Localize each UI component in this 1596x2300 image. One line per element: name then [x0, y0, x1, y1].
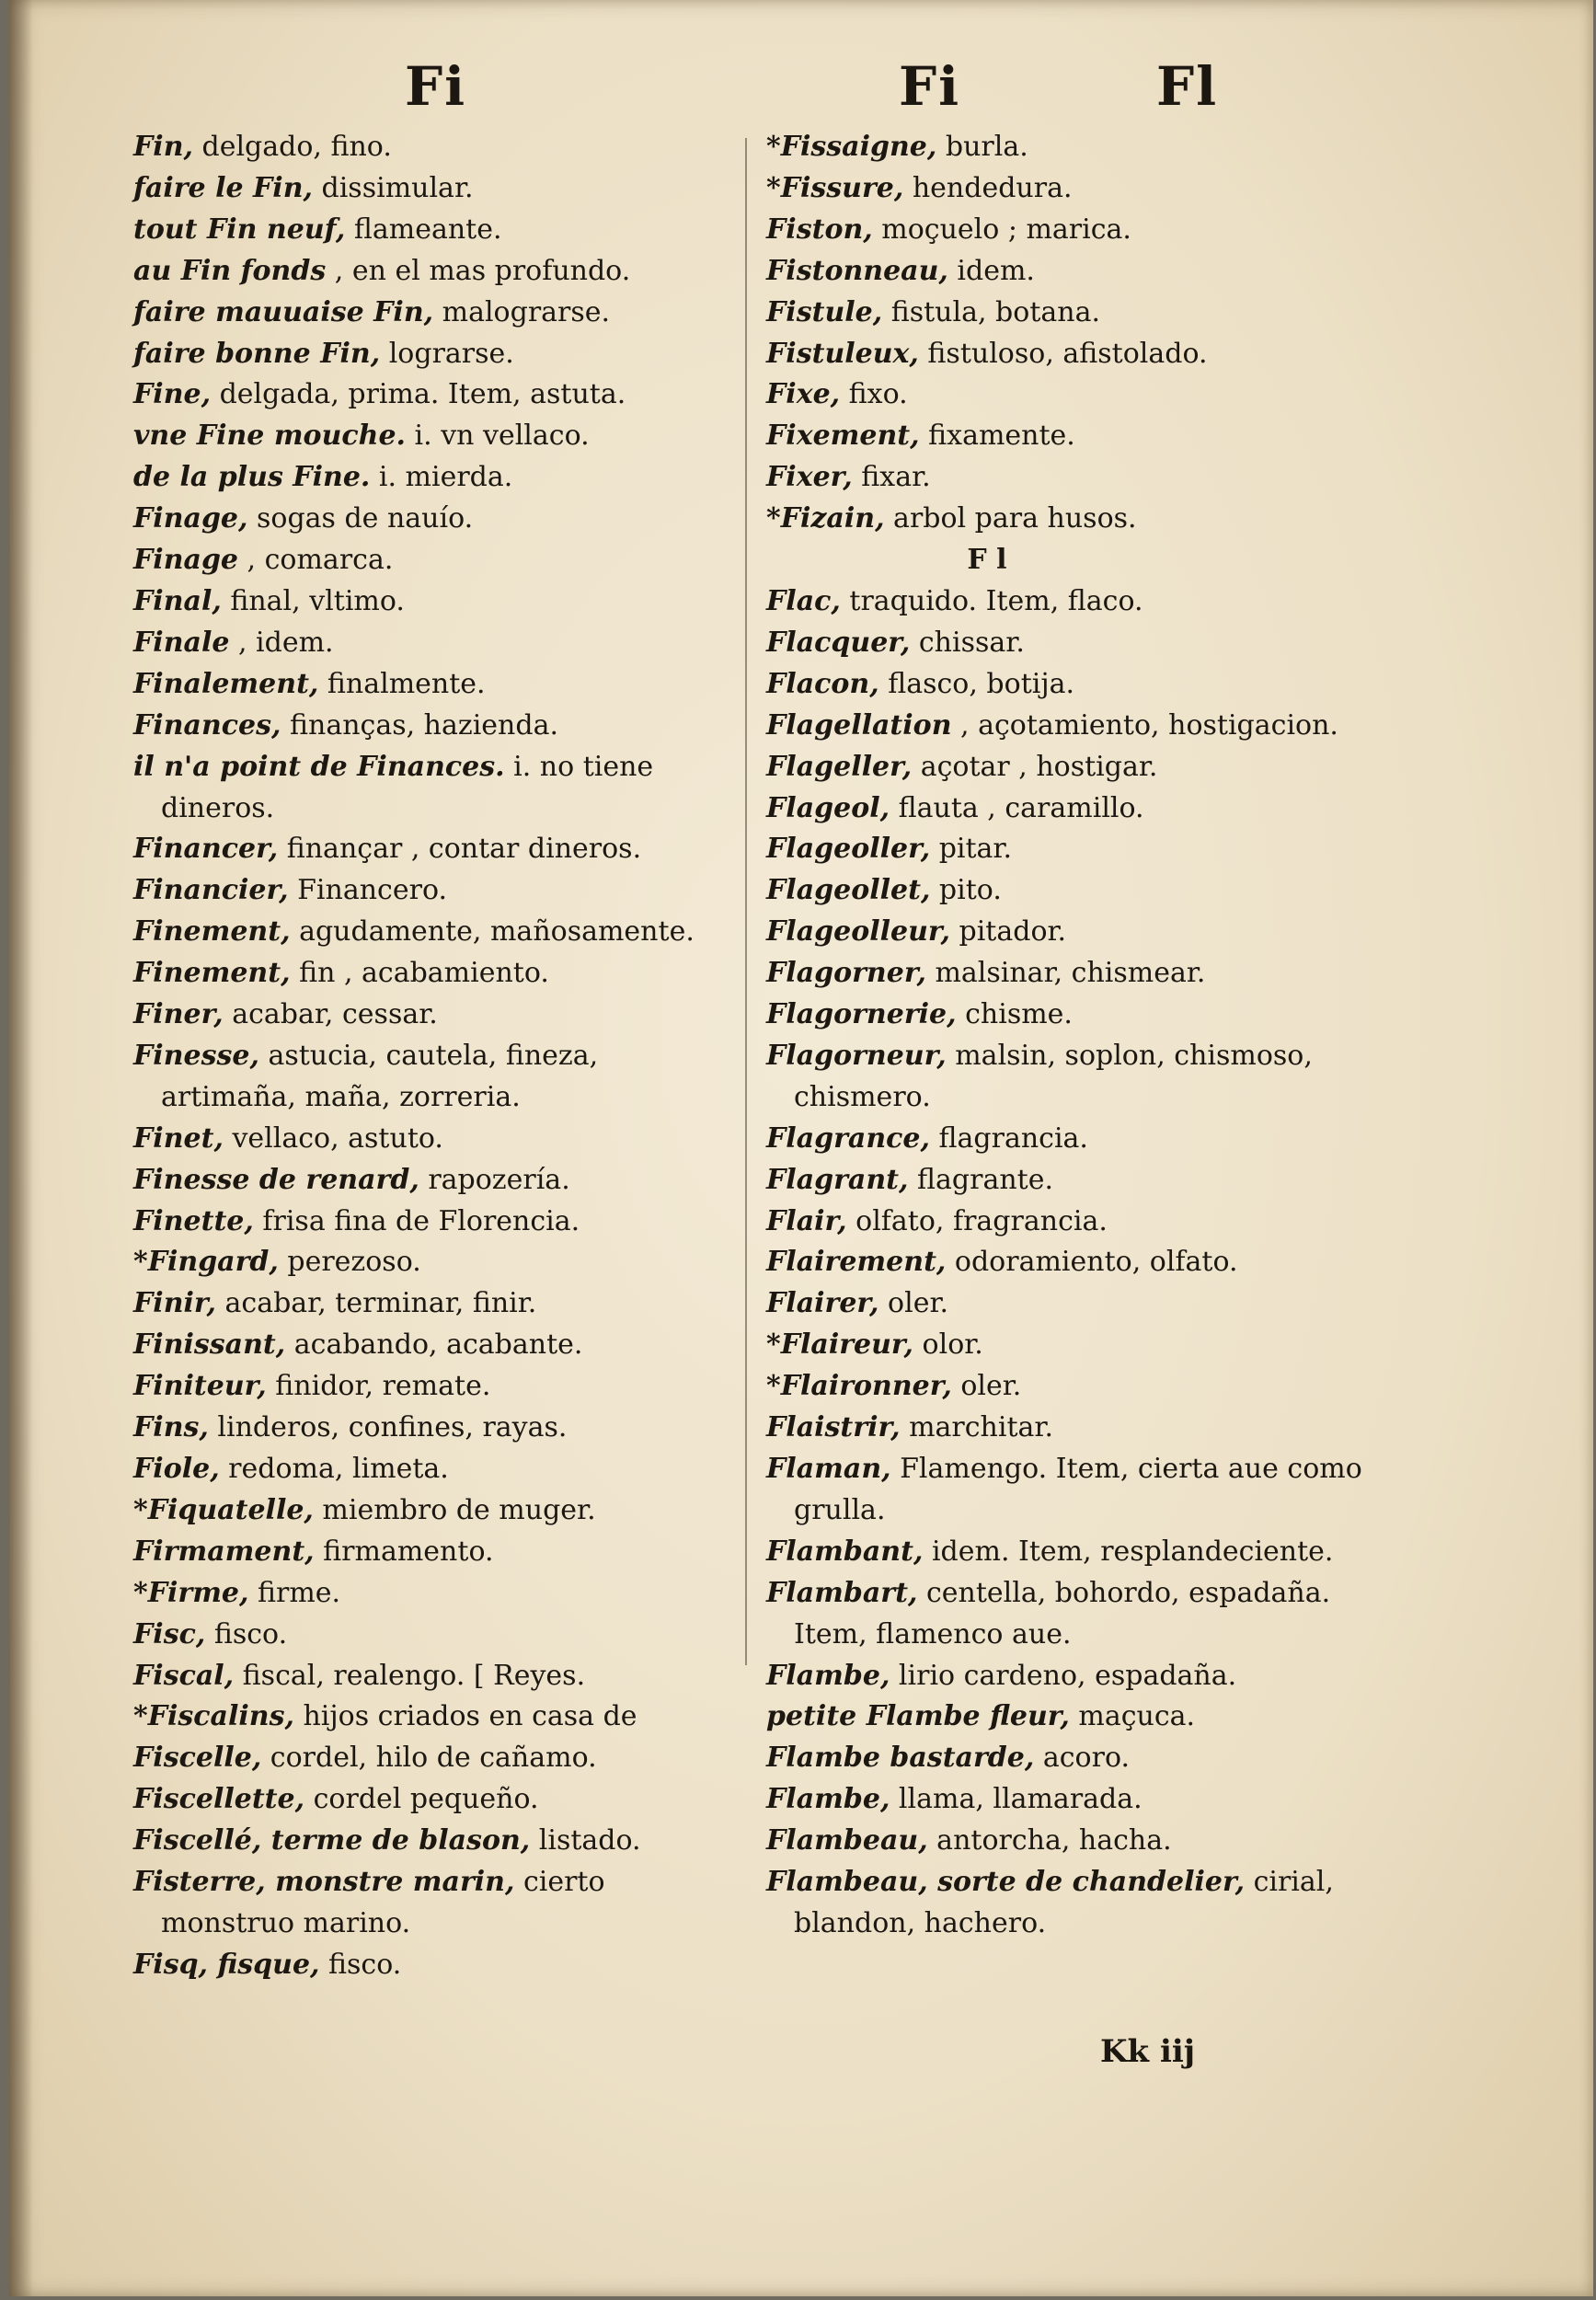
- entry-headword: *Fingard,: [133, 1246, 279, 1279]
- entry-headword: Flagrance,: [766, 1121, 930, 1155]
- entry-headword: Fixe,: [766, 378, 841, 411]
- entry-definition: finidor, remate.: [266, 1370, 491, 1403]
- entry-headword: Finissant,: [133, 1328, 286, 1362]
- entry-definition: centella, bohordo, espadaña. Item, flamenco aue.: [794, 1576, 1331, 1650]
- entry-headword: Fistule,: [766, 295, 883, 328]
- entry-headword: Flagellation: [766, 708, 952, 742]
- entry-definition: flameante.: [345, 213, 502, 246]
- dictionary-entry: [133, 334, 741, 375]
- entry-definition: lirio cardeno, espadaña.: [890, 1659, 1237, 1692]
- dictionary-entry: [133, 1779, 741, 1821]
- dictionary-entry: [133, 1325, 741, 1366]
- dictionary-entry: [766, 1119, 1392, 1160]
- running-head-left: Fi: [405, 55, 467, 118]
- entry-headword: Fine,: [133, 378, 212, 411]
- dictionary-entry: [766, 127, 1392, 168]
- dictionary-entry: [133, 127, 741, 168]
- entry-headword: *Fiscalins,: [133, 1700, 294, 1733]
- entry-headword: Finir,: [133, 1287, 216, 1320]
- page-fold-shadow: [9, 0, 33, 2296]
- entry-definition: frisa fina de Florencia.: [253, 1204, 580, 1237]
- running-head-right: Fl: [1156, 55, 1219, 118]
- entry-definition: cierto monstruo marino.: [161, 1866, 605, 1939]
- entry-headword: au Fin fonds: [133, 254, 327, 287]
- dictionary-entry: [766, 168, 1392, 210]
- entry-headword: Finement,: [133, 915, 291, 949]
- entry-headword: Fins,: [133, 1411, 209, 1444]
- dictionary-entry: [133, 581, 741, 623]
- entry-headword: Financier,: [133, 874, 289, 907]
- dictionary-entry: [133, 540, 741, 581]
- dictionary-entry: [766, 210, 1392, 251]
- entry-headword: Fixement,: [766, 420, 920, 453]
- entry-headword: Flageoller,: [766, 833, 931, 866]
- dictionary-entry: [766, 251, 1392, 293]
- dictionary-entry: [133, 1615, 741, 1656]
- running-head-middle: Fi: [899, 55, 961, 118]
- entry-definition: finalmente.: [318, 667, 486, 700]
- entry-definition: hendedura.: [903, 171, 1073, 204]
- dictionary-entry: [133, 1573, 741, 1615]
- entry-headword: Flagrant,: [766, 1163, 909, 1196]
- entry-headword: Fiscellette,: [133, 1783, 305, 1816]
- entry-definition: agudamente, mañosamente.: [290, 915, 695, 949]
- dictionary-entry: [766, 706, 1392, 747]
- entry-definition: maçuca.: [1069, 1700, 1196, 1733]
- dictionary-entry: [766, 829, 1392, 870]
- entry-headword: Finiteur,: [133, 1370, 267, 1403]
- entry-definition: flauta , caramillo.: [890, 791, 1144, 824]
- dictionary-entry: [766, 1366, 1392, 1408]
- dictionary-entry: [133, 1408, 741, 1449]
- dictionary-entry: [133, 995, 741, 1036]
- dictionary-entry: [766, 1283, 1392, 1325]
- entry-definition: oler.: [878, 1287, 949, 1320]
- entry-headword: tout Fin neuf,: [133, 213, 346, 246]
- entry-headword: faire le Fin,: [133, 171, 313, 204]
- dictionary-entry: [133, 953, 741, 995]
- dictionary-entry: [133, 210, 741, 251]
- dictionary-entry: [766, 870, 1392, 912]
- dictionary-entry: [766, 1532, 1392, 1573]
- entry-definition: fistuloso, afistolado.: [918, 337, 1208, 370]
- entry-definition: acabando, acabante.: [285, 1328, 583, 1362]
- entry-headword: vne Fine mouche.: [133, 420, 406, 453]
- entry-headword: Flaistrir,: [766, 1411, 901, 1444]
- dictionary-entry: [133, 374, 741, 416]
- entry-headword: Flambe,: [766, 1659, 890, 1692]
- entry-headword: faire bonne Fin,: [133, 337, 381, 370]
- dictionary-entry: [766, 912, 1392, 953]
- entry-definition: rapozería.: [419, 1163, 570, 1196]
- entry-definition: sogas de nauío.: [247, 502, 474, 535]
- dictionary-entry: [766, 1821, 1392, 1862]
- entry-definition: redoma, limeta.: [219, 1453, 449, 1485]
- entry-headword: Finer,: [133, 998, 224, 1031]
- entry-headword: Finesse,: [133, 1039, 259, 1072]
- entry-definition: pito.: [930, 874, 1002, 907]
- entry-headword: *Fizain,: [766, 502, 885, 535]
- entry-definition: acabar, cessar.: [223, 998, 438, 1031]
- dictionary-entry: [133, 1242, 741, 1283]
- entry-definition: fiscal, realengo. [ Reyes.: [234, 1659, 586, 1692]
- entry-definition: acoro.: [1034, 1742, 1131, 1775]
- entry-definition: pitar.: [930, 833, 1013, 866]
- dictionary-entry: [133, 1449, 741, 1490]
- entry-definition: fin , acabamiento.: [290, 957, 549, 990]
- dictionary-entry: [766, 747, 1392, 788]
- dictionary-entry: [766, 664, 1392, 706]
- entry-definition: astucia, cautela, fineza, artimaña, maña, zorreria.: [161, 1039, 599, 1113]
- dictionary-entry: [766, 1242, 1392, 1283]
- entry-headword: Fistuleux,: [766, 337, 919, 370]
- entry-headword: Flambe bastarde,: [766, 1742, 1035, 1775]
- entry-headword: Flambe,: [766, 1783, 890, 1816]
- entry-headword: Flagornerie,: [766, 998, 957, 1031]
- dictionary-entry: [766, 581, 1392, 623]
- signature-mark: Kk iij: [1100, 2033, 1196, 2070]
- entry-definition: oler.: [951, 1370, 1022, 1403]
- entry-definition: traquido. Item, flaco.: [840, 584, 1143, 617]
- dictionary-entry: [766, 1573, 1392, 1656]
- dictionary-entry: [133, 747, 741, 830]
- column-divider: [745, 138, 747, 1665]
- entry-definition: fisco.: [205, 1617, 288, 1650]
- dictionary-entry: [766, 1738, 1392, 1779]
- entry-definition: moçuelo ; marica.: [872, 213, 1131, 246]
- entry-headword: *Firme,: [133, 1576, 249, 1609]
- entry-definition: final, vltimo.: [221, 584, 405, 617]
- dictionary-entry: [766, 1449, 1392, 1532]
- dictionary-entry: [133, 1366, 741, 1408]
- dictionary-entry: [133, 1202, 741, 1243]
- dictionary-entry: [133, 1160, 741, 1202]
- entry-definition: delgado, fino.: [192, 131, 392, 163]
- entry-definition: fixar.: [852, 461, 931, 494]
- dictionary-entry: [133, 1490, 741, 1532]
- entry-definition: odoramiento, olfato.: [946, 1246, 1238, 1279]
- entry-definition: hijos criados en casa de: [293, 1700, 637, 1733]
- entry-headword: Fiscelle,: [133, 1742, 262, 1775]
- entry-definition: miembro de muger.: [313, 1493, 596, 1526]
- entry-headword: *Fissure,: [766, 171, 904, 204]
- entry-definition: malograrse.: [433, 295, 611, 328]
- entry-definition: fistula, botana.: [882, 295, 1101, 328]
- entry-headword: Fiscellé, terme de blason,: [133, 1824, 531, 1857]
- dictionary-entry: [133, 168, 741, 210]
- entry-definition: linderos, confines, rayas.: [208, 1411, 568, 1444]
- entry-definition: lograrse.: [380, 337, 514, 370]
- entry-definition: firme.: [248, 1576, 341, 1609]
- dictionary-entry: [766, 334, 1392, 375]
- section-heading: F l: [967, 544, 1007, 577]
- entry-definition: , açotamiento, hostigacion.: [951, 708, 1338, 742]
- dictionary-entry: [133, 293, 741, 334]
- entry-headword: Finalement,: [133, 667, 319, 700]
- entry-definition: antorcha, hacha.: [927, 1824, 1172, 1857]
- entry-headword: Flairement,: [766, 1246, 947, 1279]
- entry-headword: *Flaironner,: [766, 1370, 952, 1403]
- entry-definition: acabar, terminar, finir.: [215, 1287, 537, 1320]
- entry-headword: Flagorner,: [766, 957, 926, 990]
- dictionary-entry: [766, 1408, 1392, 1449]
- dictionary-entry: [133, 1821, 741, 1862]
- entry-definition: flagrancia.: [929, 1121, 1088, 1155]
- entry-headword: Financer,: [133, 833, 279, 866]
- dictionary-entry: [133, 416, 741, 457]
- entry-definition: açotar , hostigar.: [912, 750, 1158, 783]
- entry-headword: Fiole,: [133, 1453, 220, 1485]
- entry-definition: listado.: [530, 1824, 641, 1857]
- entry-headword: Fisc,: [133, 1617, 206, 1650]
- entry-headword: Finances,: [133, 708, 281, 742]
- entry-definition: cordel, hilo de cañamo.: [261, 1742, 597, 1775]
- entry-headword: petite Flambe fleur,: [766, 1700, 1070, 1733]
- dictionary-entry: [133, 1119, 741, 1160]
- entry-headword: Finette,: [133, 1204, 254, 1237]
- dictionary-entry: [766, 953, 1392, 995]
- entry-definition: i. no tiene dineros.: [161, 750, 654, 824]
- entry-definition: fixamente.: [919, 420, 1075, 453]
- dictionary-entry: [766, 457, 1392, 499]
- dictionary-entry: [133, 829, 741, 870]
- left-column: [133, 127, 741, 1986]
- dictionary-entry: [766, 995, 1392, 1036]
- entry-definition: idem. Item, resplandeciente.: [923, 1535, 1334, 1568]
- dictionary-entry: [766, 1036, 1392, 1119]
- entry-definition: , idem.: [229, 626, 334, 659]
- entry-headword: Flageolleur,: [766, 915, 950, 949]
- entry-headword: Fistonneau,: [766, 254, 948, 287]
- entry-definition: , en el mas profundo.: [326, 254, 631, 287]
- entry-definition: cirial, blandon, hachero.: [794, 1866, 1334, 1939]
- right-column: [766, 127, 1392, 1945]
- dictionary-entry: [133, 912, 741, 953]
- entry-definition: Financero.: [288, 874, 448, 907]
- entry-headword: *Fiquatelle,: [133, 1493, 314, 1526]
- entry-headword: *Fissaigne,: [766, 131, 937, 163]
- dictionary-entry: [133, 499, 741, 540]
- entry-definition: i. vn vellaco.: [406, 420, 590, 453]
- dictionary-entry: [133, 1738, 741, 1779]
- dictionary-entry: [766, 1779, 1392, 1821]
- dictionary-entry: [766, 788, 1392, 830]
- entry-definition: idem.: [947, 254, 1035, 287]
- entry-headword: Flageollet,: [766, 874, 931, 907]
- dictionary-entry: [133, 1036, 741, 1119]
- entry-headword: Finage,: [133, 502, 248, 535]
- dictionary-entry: [133, 664, 741, 706]
- entry-definition: burla.: [936, 131, 1028, 163]
- entry-headword: Flambeau,: [766, 1824, 928, 1857]
- dictionary-entry: [133, 1283, 741, 1325]
- entry-headword: faire mauuaise Fin,: [133, 295, 434, 328]
- dictionary-entry: [133, 457, 741, 499]
- dictionary-entry: [766, 623, 1392, 664]
- entry-headword: Flair,: [766, 1204, 847, 1237]
- entry-headword: Flac,: [766, 584, 841, 617]
- dictionary-entry: [133, 706, 741, 747]
- entry-definition: malsinar, chismear.: [925, 957, 1206, 990]
- dictionary-entry: [766, 1160, 1392, 1202]
- entry-definition: olor.: [913, 1328, 983, 1362]
- dictionary-entry: [133, 251, 741, 293]
- entry-headword: il n'a point de Finances.: [133, 750, 505, 783]
- entry-definition: flagrante.: [908, 1163, 1053, 1196]
- entry-headword: Finement,: [133, 957, 291, 990]
- entry-definition: perezoso.: [278, 1246, 421, 1279]
- entry-headword: Finale: [133, 626, 230, 659]
- entry-headword: Fixer,: [766, 461, 853, 494]
- entry-definition: finançar , contar dineros.: [278, 833, 642, 866]
- book-page: [9, 0, 1593, 2296]
- entry-headword: Fin,: [133, 131, 193, 163]
- entry-headword: Flaman,: [766, 1453, 891, 1485]
- entry-definition: flasco, botija.: [878, 667, 1075, 700]
- entry-headword: Flacquer,: [766, 626, 911, 659]
- entry-definition: arbol para husos.: [884, 502, 1137, 535]
- dictionary-entry: [766, 1862, 1392, 1945]
- entry-headword: Flageller,: [766, 750, 913, 783]
- entry-headword: de la plus Fine.: [133, 461, 371, 494]
- dictionary-entry: [766, 1656, 1392, 1697]
- entry-headword: Final,: [133, 584, 222, 617]
- entry-definition: olfato, fragrancia.: [846, 1204, 1108, 1237]
- entry-definition: marchitar.: [900, 1411, 1053, 1444]
- entry-definition: chisme.: [956, 998, 1073, 1031]
- dictionary-entry: [133, 1696, 741, 1738]
- dictionary-entry: [766, 293, 1392, 334]
- dictionary-entry: [766, 1696, 1392, 1738]
- entry-definition: cordel pequeño.: [304, 1783, 539, 1816]
- entry-headword: Flairer,: [766, 1287, 879, 1320]
- entry-headword: *Flaireur,: [766, 1328, 913, 1362]
- entry-headword: Fisq, fisque,: [133, 1948, 320, 1981]
- entry-headword: Flambart,: [766, 1576, 918, 1609]
- entry-headword: Flambeau, sorte de chandelier,: [766, 1866, 1246, 1899]
- entry-headword: Fiston,: [766, 213, 873, 246]
- entry-headword: Finet,: [133, 1121, 224, 1155]
- dictionary-entry: [766, 416, 1392, 457]
- entry-definition: dissimular.: [312, 171, 474, 204]
- entry-headword: Firmament,: [133, 1535, 315, 1568]
- dictionary-entry: [766, 499, 1392, 540]
- dictionary-entry: [133, 870, 741, 912]
- dictionary-entry: [133, 1945, 741, 1986]
- entry-definition: chissar.: [910, 626, 1025, 659]
- dictionary-entry: [133, 1656, 741, 1697]
- entry-definition: finanças, hazienda.: [281, 708, 558, 742]
- entry-headword: Flacon,: [766, 667, 879, 700]
- entry-headword: Fisterre, monstre marin,: [133, 1866, 515, 1899]
- entry-definition: i. mierda.: [370, 461, 513, 494]
- entry-headword: Flagorneur,: [766, 1039, 947, 1072]
- entry-headword: Flageol,: [766, 791, 890, 824]
- entry-headword: Finesse de renard,: [133, 1163, 419, 1196]
- dictionary-entry: [133, 1862, 741, 1945]
- entry-definition: fisco.: [319, 1948, 402, 1981]
- entry-definition: pitador.: [949, 915, 1067, 949]
- dictionary-entry: [766, 1202, 1392, 1243]
- entry-definition: llama, llamarada.: [890, 1783, 1142, 1816]
- dictionary-entry: [133, 623, 741, 664]
- entry-headword: Fiscal,: [133, 1659, 235, 1692]
- entry-definition: malsin, soplon, chismoso, chismero.: [794, 1039, 1313, 1113]
- entry-definition: firmamento.: [314, 1535, 494, 1568]
- entry-headword: Flambant,: [766, 1535, 924, 1568]
- entry-definition: delgada, prima. Item, astuta.: [211, 378, 626, 411]
- entry-definition: Flamengo. Item, cierta aue como grulla.: [794, 1453, 1362, 1526]
- entry-definition: fixo.: [840, 378, 908, 411]
- dictionary-entry: [766, 1325, 1392, 1366]
- entry-headword: Finage: [133, 544, 239, 577]
- entry-definition: vellaco, astuto.: [223, 1121, 443, 1155]
- dictionary-entry: [133, 1532, 741, 1573]
- entry-definition: , comarca.: [238, 544, 394, 577]
- dictionary-entry: [766, 374, 1392, 416]
